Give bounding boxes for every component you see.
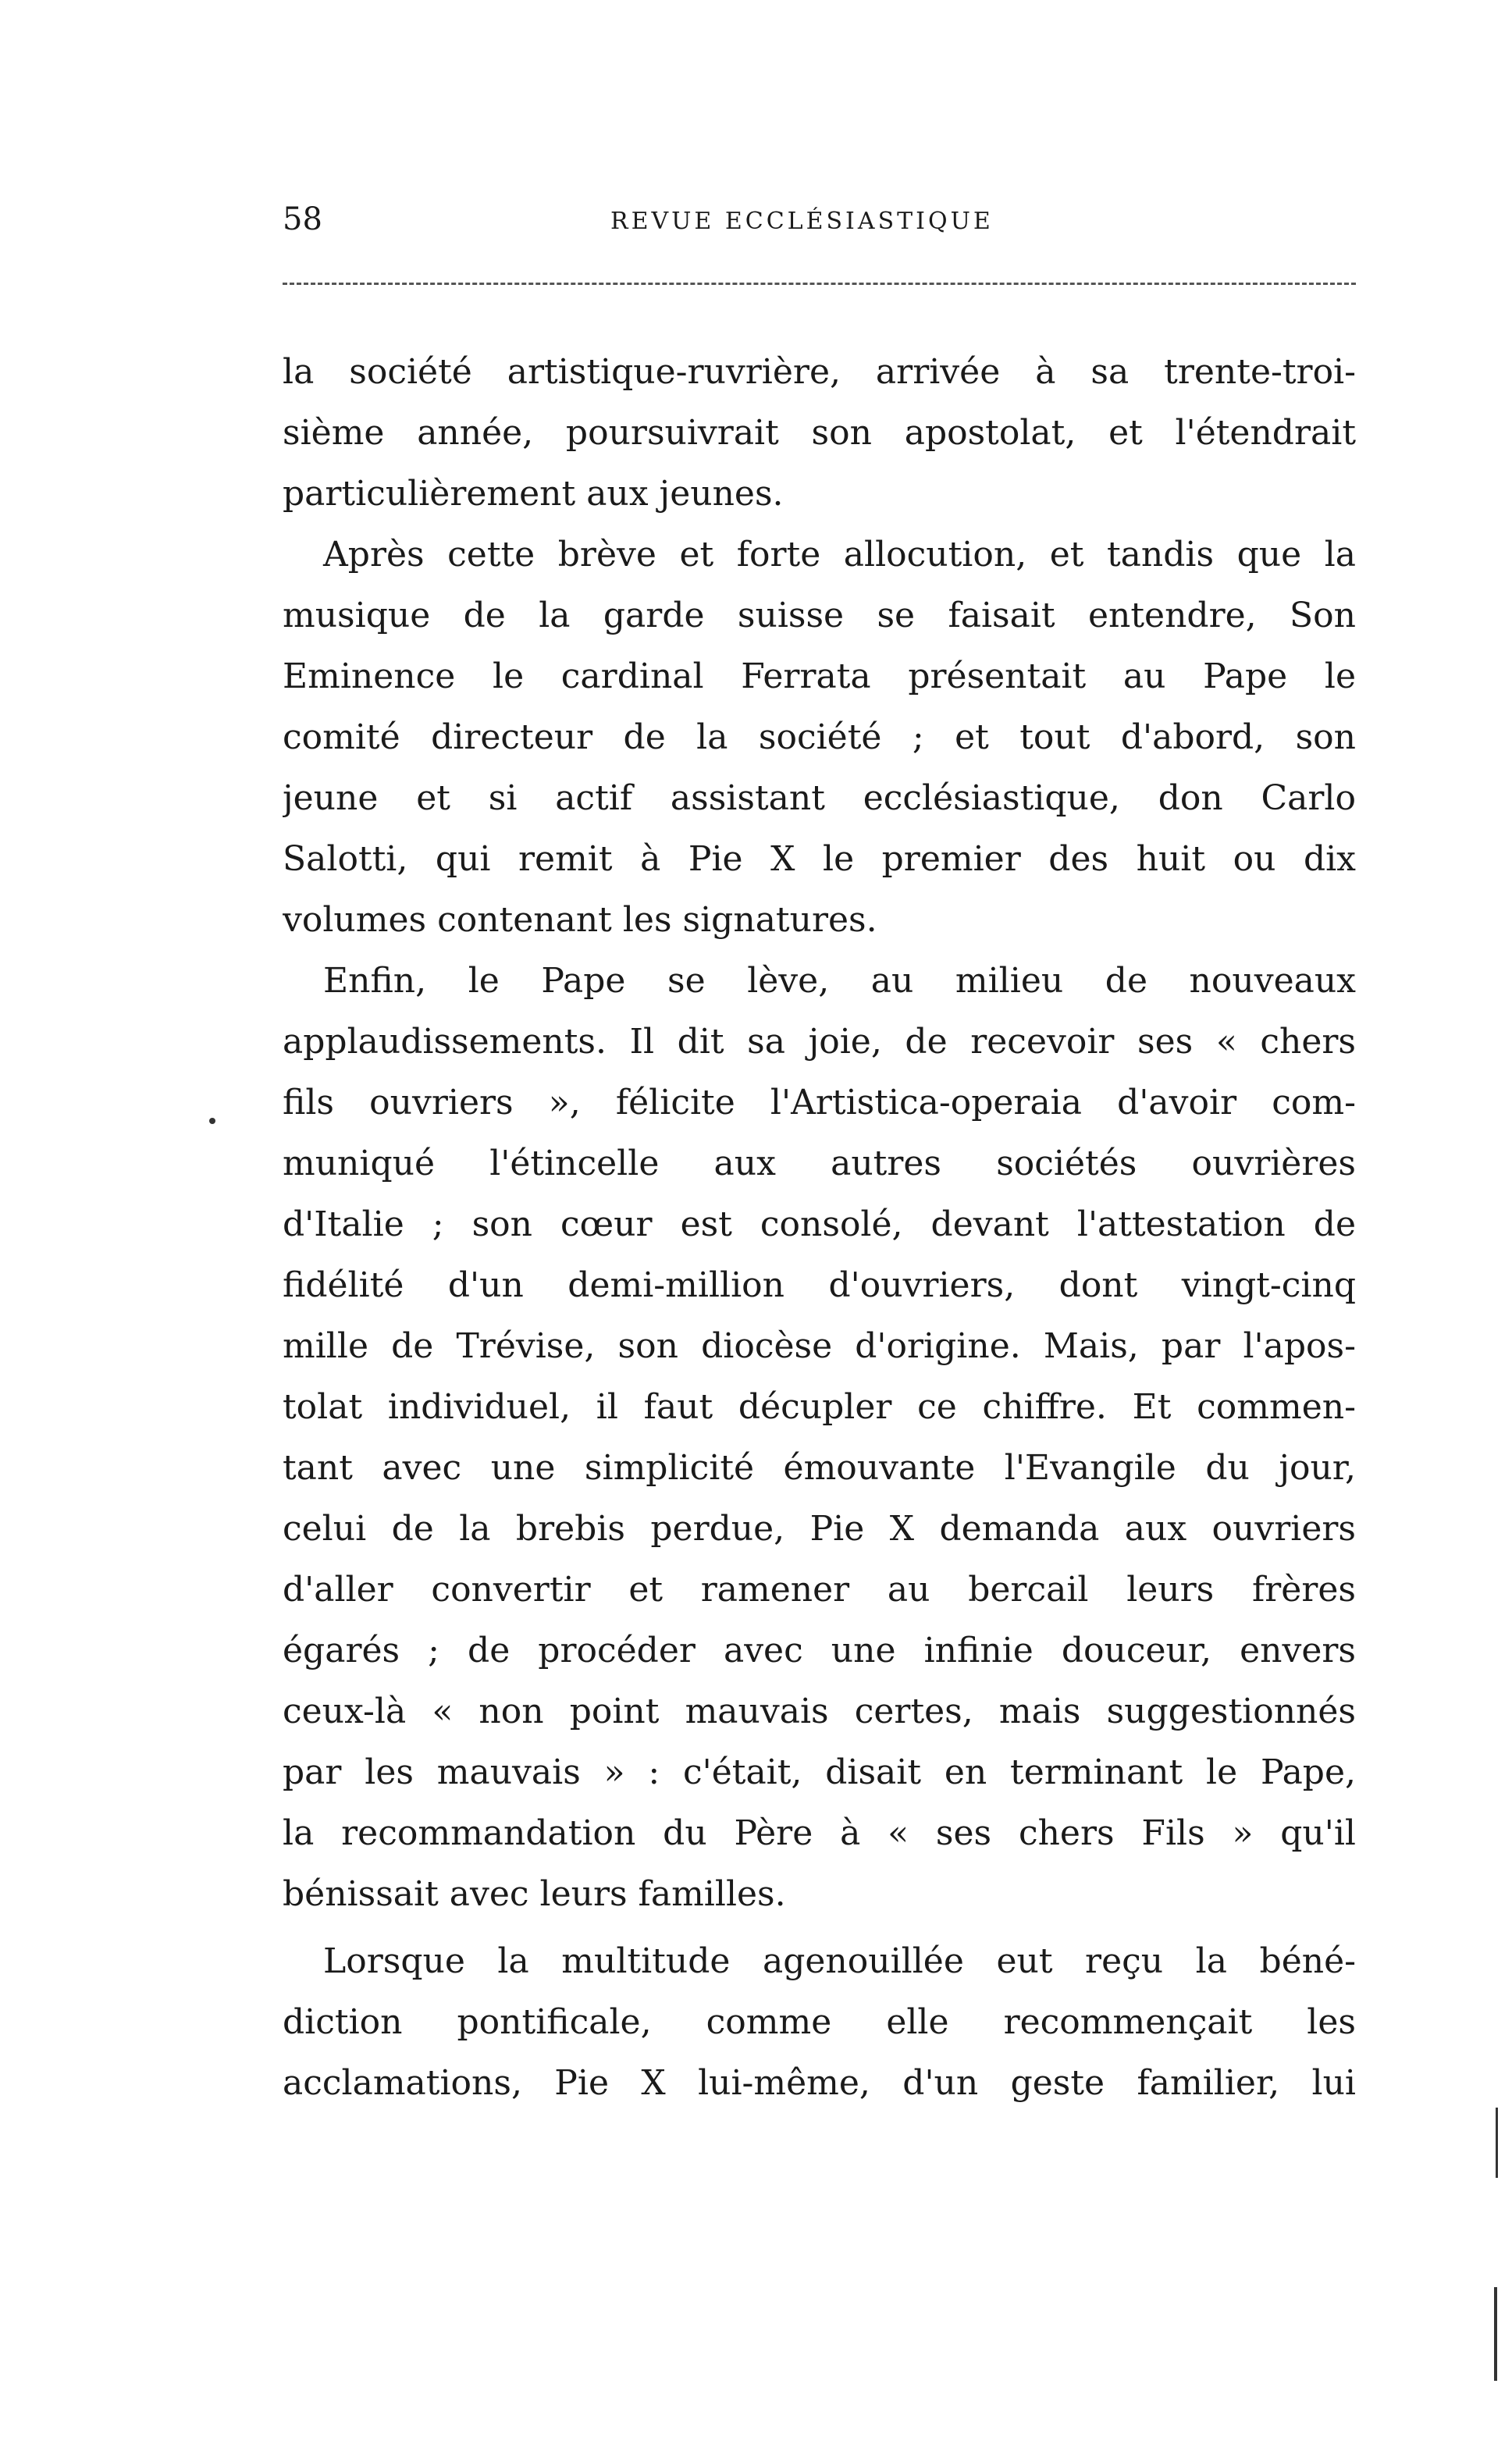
text-line: fidélité d'un demi-million d'ouvriers, dont vingt-cinq xyxy=(283,1265,1356,1305)
text-line: fils ouvriers », félicite l'Artistica-operaia d'avoir com- xyxy=(283,1083,1356,1122)
text-line: d'Italie ; son cœur est consolé, devant l'attestation de xyxy=(283,1204,1356,1244)
text-line: la société artistique-ruvrière, arrivée à sa trente-troi- xyxy=(283,352,1356,392)
text-line: comité directeur de la société ; et tout d'abord, son xyxy=(283,717,1356,757)
text-line: égarés ; de procéder avec une infinie douceur, envers xyxy=(283,1631,1356,1670)
text-line: diction pontificale, comme elle recommençait les xyxy=(283,2002,1356,2042)
text-line: Eminence le cardinal Ferrata présentait au Pape le xyxy=(283,656,1356,696)
text-line: particulièrement aux jeunes. xyxy=(283,474,784,514)
text-line: jeune et si actif assistant ecclésiastique, don Carlo xyxy=(283,778,1356,818)
text-line: d'aller convertir et ramener au bercail leurs frères xyxy=(283,1570,1356,1610)
text-line: muniqué l'étincelle aux autres sociétés ouvrières xyxy=(283,1144,1356,1183)
body-text xyxy=(283,342,1356,2114)
scan-artifact xyxy=(209,1118,215,1124)
text-line: Lorsque la multitude agenouillée eut reçu la béné- xyxy=(323,1941,1356,1981)
scan-artifact xyxy=(1496,2108,1498,2178)
page-header xyxy=(283,201,1356,248)
text-line: bénissait avec leurs familles. xyxy=(283,1874,786,1914)
text-line: tant avec une simplicité émouvante l'Evangile du jour, xyxy=(283,1448,1356,1488)
text-line: applaudissements. Il dit sa joie, de recevoir ses « chers xyxy=(283,1022,1356,1062)
text-line: mille de Trévise, son diocèse d'origine. Mais, par l'apos- xyxy=(283,1326,1356,1366)
text-line: Enfin, le Pape se lève, au milieu de nouveaux xyxy=(323,961,1356,1001)
text-line: Salotti, qui remit à Pie X le premier des huit ou dix xyxy=(283,839,1356,879)
text-line: sième année, poursuivrait son apostolat, et l'étendrait xyxy=(283,413,1356,453)
scan-artifact xyxy=(1494,2287,1497,2381)
text-line: celui de la brebis perdue, Pie X demanda aux ouvriers xyxy=(283,1509,1356,1549)
running-head: REVUE ECCLÉSIASTIQUE xyxy=(610,208,994,235)
text-line: tolat individuel, il faut décupler ce chiffre. Et commen- xyxy=(283,1387,1356,1427)
text-line: acclamations, Pie X lui-même, d'un geste familier, lui xyxy=(283,2063,1356,2103)
text-line: musique de la garde suisse se faisait entendre, Son xyxy=(283,596,1356,635)
page-number: 58 xyxy=(283,201,322,237)
text-line: volumes contenant les signatures. xyxy=(283,900,877,940)
text-line: par les mauvais » : c'était, disait en terminant le Pape, xyxy=(283,1752,1356,1792)
text-line: ceux-là « non point mauvais certes, mais suggestionnés xyxy=(283,1692,1356,1731)
text-line: la recommandation du Père à « ses chers Fils » qu'il xyxy=(283,1813,1356,1853)
text-line: Après cette brève et forte allocution, et tandis que la xyxy=(323,535,1356,575)
header-rule xyxy=(283,283,1356,285)
